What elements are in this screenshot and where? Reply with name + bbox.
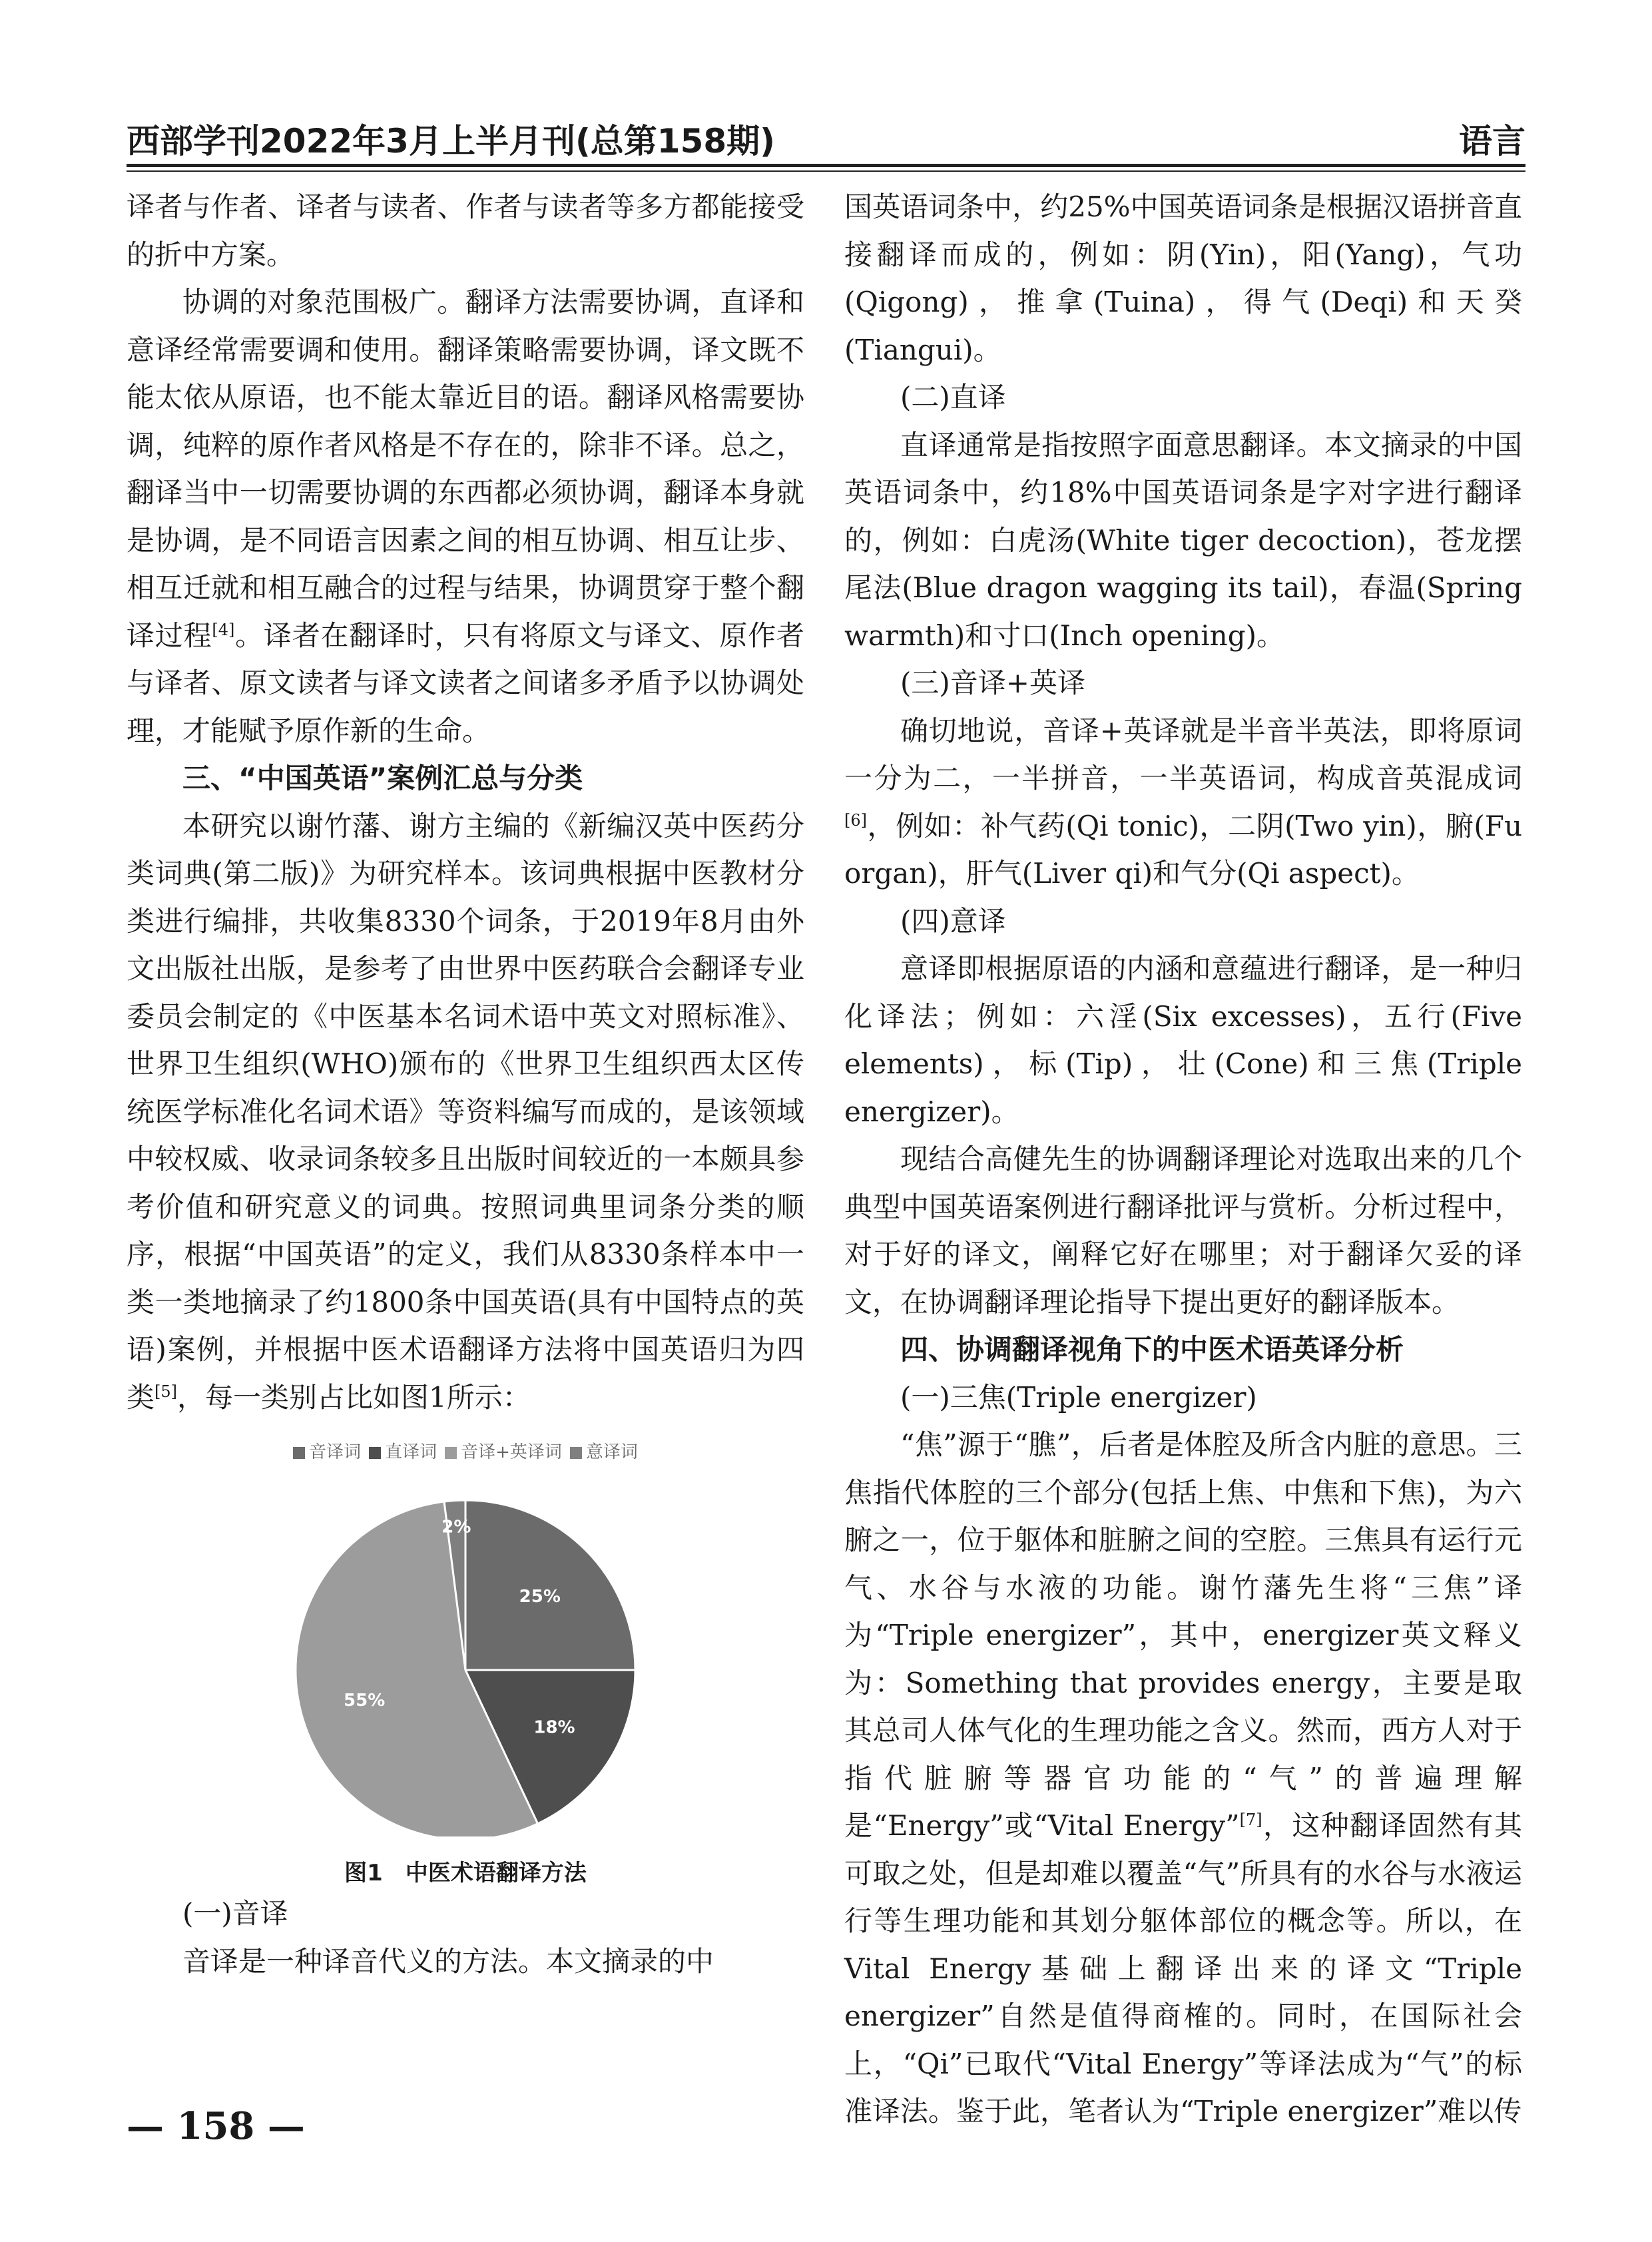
legend-item [293, 1429, 361, 1477]
paragraph: 意译即根据原语的内涵和意蕴进行翻译，是一种归化译法；例如：六淫(Six excesses)，五行(Five elements)，标(Tip)，壮(Cone)和三焦(Triple energizer)。 [844, 952, 1522, 1128]
legend-label: 音译+英译词 [461, 1442, 562, 1462]
citation: [6] [844, 810, 867, 830]
section-label: 语言 [1459, 122, 1525, 160]
paragraph: 协调的对象范围极广。翻译方法需要协调，直译和意译经常需要调和使用。翻译策略需要协调，译文既不能太依从原语，也不能太靠近目的语。翻译风格需要协调，纯粹的原作者风格是不存在的，除非不译。总之，翻译当中一切需要协调的东西都必须协调，翻译本身就是协调，是不同语言因素之间的相互协调、相互让步、相互迁就和相互融合的过程与结果，协调贯穿于整个翻译过程[4]。译者在翻译时，只有将原文与译文、原作者与译者、原文读者与译文读者之间诸多矛盾予以协调处理，才能赋予原作新的生命。 [127, 286, 804, 747]
pie-chart [266, 1477, 665, 1836]
page-header [127, 101, 1525, 164]
pie-label-4: 2% [441, 1517, 471, 1538]
legend-swatch [293, 1447, 305, 1459]
legend-item [369, 1429, 437, 1477]
journal-title: 西部学刊2022年3月上半月刊(总第158期) [127, 122, 776, 160]
section-heading: 三、“中国英语”案例汇总与分类 [182, 762, 583, 794]
paragraph: “焦”源于“膲”，后者是体腔及所含内脏的意思。三焦指代体腔的三个部分(包括上焦、中焦和下焦)，为六腑之一，位于躯体和脏腑之间的空腔。三焦具有运行元气、水谷与水液的功能。谢竹藩先生将“三焦”译为“Triple energizer”，其中，energizer英文释义为：Something that provides energy，主要是取其总司人体气化的生理功能之含义。然而，西方人对于指代脏腑等器官功能的“气”的普遍理解是“Energy”或“Vital Energy”[7]，这种翻译固然有其可取之处，但是却难以覆盖“气”所具有的水谷与水液运行等生理功能和其划分躯体部位的概念等。所以，在Vital Energy基础上翻译出来的译文“Triple energizer”自然是值得商榷的。同时，在国际社会上，“Qi”已取代“Vital Energy”等译法成为“气”的标准译法。鉴于此，笔者认为“Triple energizer”难以传 [844, 1428, 1522, 2127]
figure-caption: 图1 中医术语翻译方法 [344, 1860, 587, 1886]
legend-label: 意译词 [585, 1442, 638, 1462]
legend-swatch [570, 1447, 582, 1459]
legend-swatch [369, 1447, 381, 1459]
subsection-heading: (四)意译 [900, 904, 1006, 938]
legend-item [570, 1429, 638, 1477]
left-column [127, 183, 804, 1985]
paragraph: 国英语词条中，约25%中国英语词条是根据汉语拼音直接翻译而成的，例如：阴(Yin)，阳(Yang)，气功(Qigong)，推拿(Tuina)，得气(Deqi)和天癸(Tiangui)。 [844, 190, 1522, 366]
paragraph: 音译是一种译音代义的方法。本文摘录的中 [182, 1944, 714, 1978]
paragraph: 直译通常是指按照字面意思翻译。本文摘录的中国英语词条中，约18%中国英语词条是字对字进行翻译的，例如：白虎汤(White tiger decoction)，苍龙摆尾法(Blue dragon wagging its tail)，春温(Spring warmth)和寸口(Inch opening)。 [844, 428, 1522, 652]
citation: [5] [154, 1382, 178, 1401]
header-rule-thin [127, 170, 1525, 172]
citation: [7] [1239, 1811, 1262, 1829]
pie-label-3: 55% [344, 1691, 386, 1711]
page-number: — 158 — [127, 2104, 305, 2148]
citation: [4] [212, 620, 235, 639]
chart-legend [127, 1429, 804, 1477]
pie-label-2: 18% [533, 1717, 575, 1738]
subsection-heading: (一)音译 [182, 1897, 288, 1930]
section-heading: 四、协调翻译视角下的中医术语英译分析 [900, 1333, 1404, 1366]
legend-label: 直译词 [385, 1442, 437, 1462]
pie-slice-1 [465, 1500, 635, 1670]
legend-label: 音译词 [309, 1442, 362, 1462]
right-column [844, 183, 1522, 2135]
pie-label-1: 25% [519, 1587, 561, 1607]
paragraph: 本研究以谢竹藩、谢方主编的《新编汉英中医药分类词典(第二版)》为研究样本。该词典根据中医教材分类进行编排，共收集8330个词条，于2019年8月由外文出版社出版，是参考了由世界中医药联合会翻译专业委员会制定的《中医基本名词术语中英文对照标准》、世界卫生组织(WHO)颁布的《世界卫生组织西太区传统医学标准化名词术语》等资料编写而成的，是该领域中较权威、收录词条较多且出版时间较近的一本颇具参考价值和研究意义的词典。按照词典里词条分类的顺序，根据“中国英语”的定义，我们从8330条样本中一类一类地摘录了约1800条中国英语(具有中国特点的英语)案例，并根据中医术语翻译方法将中国英语归为四类[5]，每一类别占比如图1所示： [127, 809, 804, 1414]
subsection-heading: (三)音译+英译 [900, 667, 1085, 699]
paragraph: 现结合高健先生的协调翻译理论对选取出来的几个典型中国英语案例进行翻译批评与赏析。分析过程中，对于好的译文，阐释它好在哪里；对于翻译欠妥的译文，在协调翻译理论指导下提出更好的翻译版本。 [844, 1143, 1522, 1318]
legend-swatch [445, 1447, 457, 1459]
header-rule-thick [127, 164, 1525, 167]
paragraph: 确切地说，音译+英译就是半音半英法，即将原词一分为二，一半拼音，一半英语词，构成音英混成词[6]，例如：补气药(Qi tonic)，二阴(Two yin)，腑(Fu organ)，肝气(Liver qi)和气分(Qi aspect)。 [844, 714, 1522, 890]
subsection-heading: (一)三焦(Triple energizer) [900, 1380, 1257, 1414]
figure-1 [127, 1424, 804, 1890]
paragraph: 译者与作者、译者与读者、作者与读者等多方都能接受的折中方案。 [127, 190, 804, 271]
subsection-heading: (二)直译 [900, 381, 1006, 414]
legend-item [445, 1429, 562, 1477]
